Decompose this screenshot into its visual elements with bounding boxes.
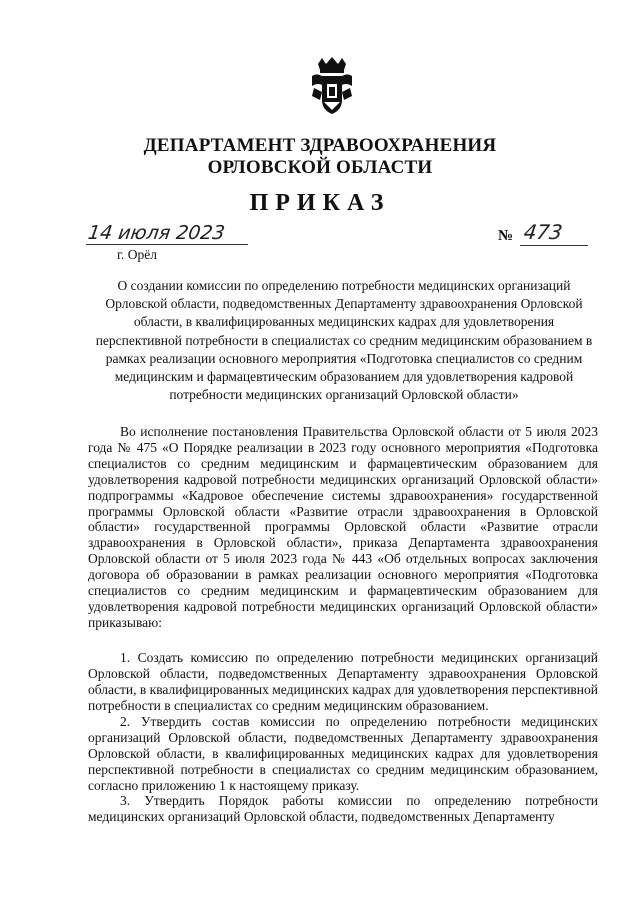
city: г. Орёл — [117, 247, 157, 262]
department-name-line1: ДЕПАРТАМЕНТ ЗДРАВООХРАНЕНИЯ — [143, 135, 497, 156]
number-label: № — [498, 228, 514, 244]
handwritten-date: 14 июля 2023 — [86, 222, 227, 244]
order-item-1: 1. Создать комиссию по определению потребности медицинских организаций Орловской области, подведомственных Департаменту здравоохранения Орловской области, в квалифицированных медицинских кадрах для удовлетворения перспективной потребности в специалистах со средним медицинским образованием. — [88, 650, 598, 713]
number-underline — [520, 245, 588, 246]
handwritten-number: 473 — [522, 220, 564, 244]
preamble-paragraph: Во исполнение постановления Правительства Орловской области от 5 июля 2023 года № 475 «О Порядке реализации в 2023 году основного мероприятия «Подготовка специалистов со средним медицинским и фармацевтическим образованием для удовлетворения кадровой потребности медицинских организаций Орловской области» подпрограммы «Кадровое обеспечение системы здравоохранения» государственной программы Орловской области «Развитие отрасли здравоохранения в Орловской области» государственной программы Орловской области «Развитие отрасли здравоохранения в Орловской области», приказа Департамента здравоохранения Орловской области от 5 июля 2023 года № 443 «Об отдельных вопросах заключения договора об образовании в рамках реализации основного мероприятия «Подготовка специалистов со средним медицинским и фармацевтическим образованием для удовлетворения кадровой потребности медицинских организаций Орловской области» приказываю: — [88, 424, 598, 630]
date-underline — [86, 244, 248, 245]
order-item-3: 3. Утвердить Порядок работы комиссии по определению потребности медицинских организаций Орловской области, подведомственных Департаменту — [88, 793, 598, 824]
order-title: О создании комиссии по определению потребности медицинских организаций Орловской области, подведомственных Департаменту здравоохранения Орловской области, в квалифицированных медицинских кадрах для удовлетворения перспективной потребности в специалистах со средним медицинским образованием в рамках реализации основного мероприятия «Подготовка специалистов со средним медицинским и фармацевтическим образованием для удовлетворения кадровой потребности медицинских организаций Орловской области» — [95, 278, 593, 403]
document-type: ПРИКАЗ — [249, 190, 391, 216]
order-item-2: 2. Утвердить состав комиссии по определению потребности медицинских организаций Орловской области, подведомственных Департаменту здравоохранения Орловской области, в квалифицированных медицинских кадрах для удовлетворения перспективной потребности в специалистах со средним медицинским образованием, согласно приложению 1 к настоящему приказу. — [88, 714, 598, 793]
department-name-line2: ОРЛОВСКОЙ ОБЛАСТИ — [207, 157, 433, 178]
coat-of-arms-emblem — [308, 56, 356, 118]
